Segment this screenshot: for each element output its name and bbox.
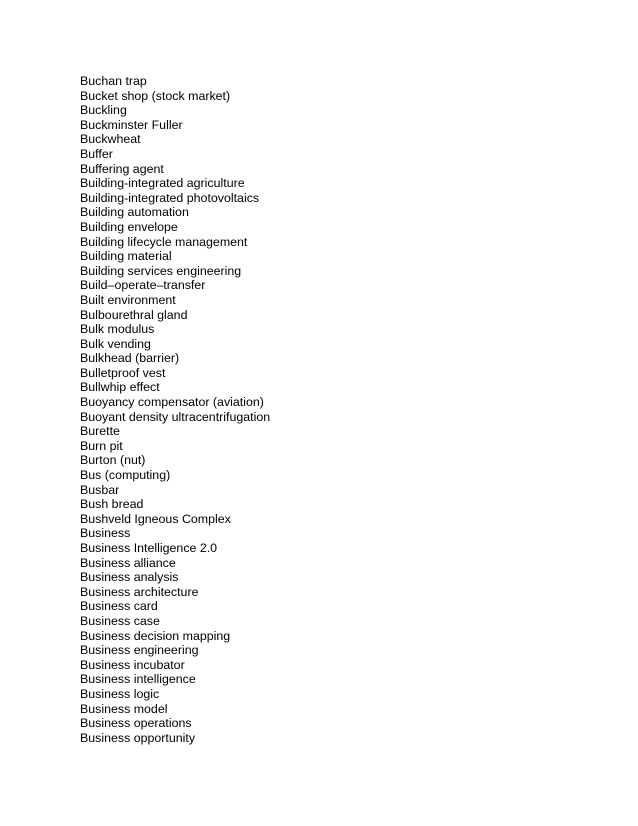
list-item: Bulk modulus <box>80 322 155 337</box>
list-item: Building lifecycle management <box>80 234 248 249</box>
list-item: Bus (computing) <box>80 468 171 483</box>
list-item: Build–operate–transfer <box>80 278 206 293</box>
list-item: Business logic <box>80 686 160 701</box>
list-item: Building material <box>80 249 172 264</box>
list-item: Business model <box>80 701 168 716</box>
list-item: Buchan trap <box>80 74 147 88</box>
list-item: Busbar <box>80 482 120 497</box>
list-item: Built environment <box>80 292 176 307</box>
list-item: Business case <box>80 613 160 628</box>
list-item: Business intelligence <box>80 672 196 687</box>
list-item: Business decision mapping <box>80 628 231 643</box>
list-item: Buckling <box>80 103 127 118</box>
list-item: Bulletproof vest <box>80 365 166 380</box>
list-item: Buckminster Fuller <box>80 117 183 132</box>
list-item: Bush bread <box>80 497 144 512</box>
list-item: Bullwhip effect <box>80 380 160 395</box>
list-item: Bulkhead (barrier) <box>80 351 180 366</box>
list-item: Business incubator <box>80 657 185 672</box>
list-item: Business engineering <box>80 643 199 658</box>
list-item: Buffering agent <box>80 161 164 176</box>
list-item: Building-integrated photovoltaics <box>80 190 260 205</box>
list-item: Burton (nut) <box>80 453 146 468</box>
list-item: Bulbourethral gland <box>80 307 188 322</box>
list-item: Business opportunity <box>80 730 196 745</box>
list-item: Buffer <box>80 146 113 161</box>
list-item: Business architecture <box>80 584 199 599</box>
list-item: Business Intelligence 2.0 <box>80 541 218 555</box>
list-item: Buoyancy compensator (aviation) <box>80 395 264 410</box>
list-item: Business analysis <box>80 570 179 585</box>
list-item: Bulk vending <box>80 336 151 351</box>
list-item: Business alliance <box>80 555 176 570</box>
term-list <box>80 74 270 745</box>
list-item: Business <box>80 526 131 541</box>
list-item: Business card <box>80 599 158 614</box>
list-item: Burette <box>80 424 120 439</box>
list-item: Building automation <box>80 205 189 220</box>
list-item: Buoyant density ultracentrifugation <box>80 409 271 424</box>
list-item: Bushveld Igneous Complex <box>80 511 231 526</box>
list-item: Bucket shop (stock market) <box>80 88 231 103</box>
list-item: Burn pit <box>80 438 123 453</box>
list-item: Building envelope <box>80 219 178 234</box>
list-item: Building services engineering <box>80 263 242 278</box>
list-item: Buckwheat <box>80 132 141 147</box>
list-item: Business operations <box>80 716 192 731</box>
list-item: Building-integrated agriculture <box>80 176 245 191</box>
